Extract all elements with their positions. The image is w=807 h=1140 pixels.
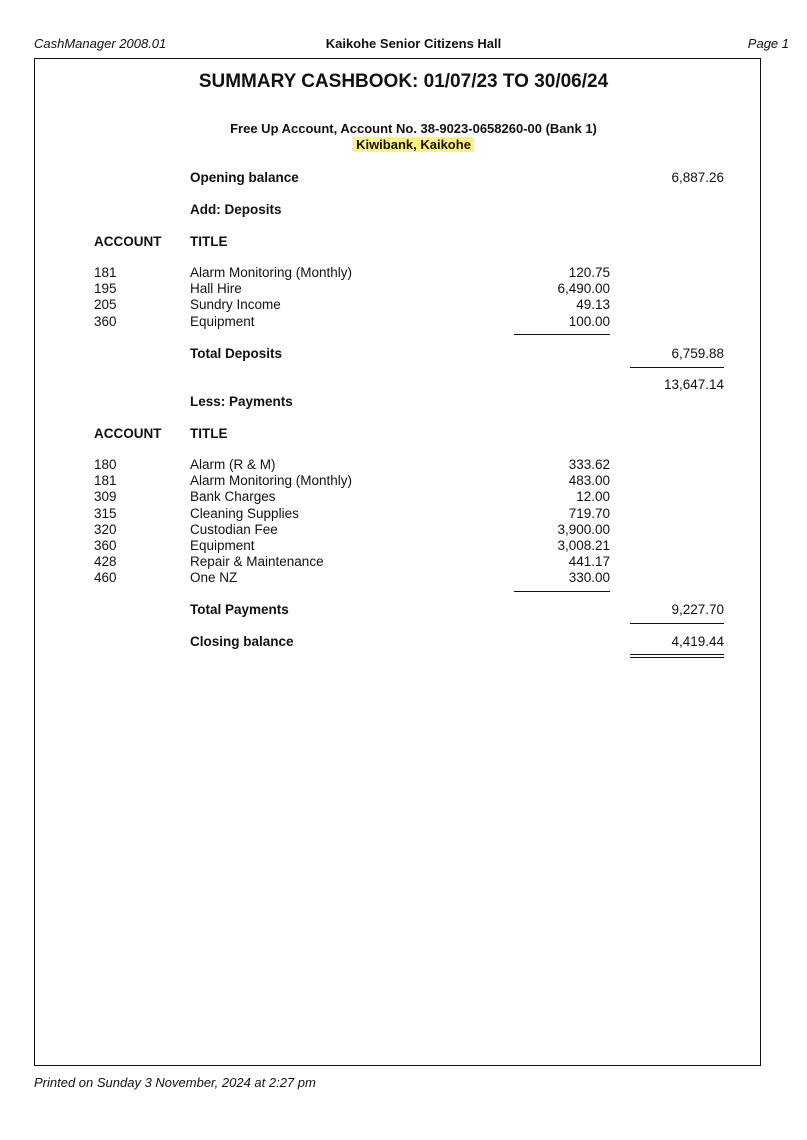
account-title: One NZ	[190, 570, 238, 586]
account-code: 315	[94, 505, 117, 521]
list-item	[94, 570, 610, 586]
payments-col-title: TITLE	[190, 426, 228, 441]
list-item	[94, 457, 610, 473]
total-deposits-value: 6,759.88	[671, 346, 724, 361]
account-title: Bank Charges	[190, 489, 276, 505]
deposits-col-title: TITLE	[190, 234, 228, 249]
amount: 330.00	[568, 570, 610, 586]
account-code: 309	[94, 489, 117, 505]
account-title: Hall Hire	[190, 281, 242, 297]
account-title: Equipment	[190, 313, 255, 329]
account-code: 460	[94, 570, 117, 586]
amount: 100.00	[568, 313, 610, 329]
account-title: Custodian Fee	[190, 521, 278, 537]
amount: 3,900.00	[557, 521, 610, 537]
amount: 483.00	[568, 473, 610, 489]
list-item	[94, 538, 610, 554]
list-item	[94, 554, 610, 570]
total-deposits-label: Total Deposits	[190, 346, 283, 361]
account-code: 195	[94, 281, 117, 297]
account-code: 320	[94, 521, 117, 537]
account-code: 180	[94, 457, 117, 472]
list-item	[94, 489, 610, 505]
account-line: Free Up Account, Account No. 38-9023-0658260-00 (Bank 1)	[230, 121, 597, 136]
account-title: Repair & Maintenance	[190, 554, 324, 570]
list-item	[94, 297, 610, 313]
amount: 3,008.21	[557, 537, 610, 553]
total-payments-label: Total Payments	[190, 602, 289, 617]
amount: 441.17	[568, 554, 610, 570]
account-code: 205	[94, 297, 117, 313]
account-title: Cleaning Supplies	[190, 505, 299, 521]
account-code: 360	[94, 537, 117, 553]
total-deposits-rule	[630, 367, 724, 368]
account-code: 181	[94, 265, 117, 280]
amount: 12.00	[576, 489, 610, 505]
closing-balance-label: Closing balance	[190, 634, 294, 649]
account-title: Equipment	[190, 537, 255, 553]
amount: 719.70	[568, 505, 610, 521]
account-title: Alarm Monitoring (Monthly)	[190, 265, 353, 280]
list-item	[94, 314, 610, 330]
payments-subtotal-rule	[514, 591, 610, 592]
payments-heading: Less: Payments	[190, 394, 293, 409]
bank-line-highlight: Kiwibank, Kaikohe	[353, 137, 474, 152]
organisation-name: Kaikohe Senior Citizens Hall	[325, 36, 502, 51]
deposits-col-account: ACCOUNT	[94, 234, 162, 249]
account-title: Sundry Income	[190, 297, 281, 313]
closing-balance-value: 4,419.44	[671, 634, 724, 649]
list-item	[94, 281, 610, 297]
app-version: CashManager 2008.01	[34, 36, 167, 51]
opening-balance-value: 6,887.26	[671, 170, 724, 185]
payments-col-account: ACCOUNT	[94, 426, 162, 441]
account-code: 428	[94, 554, 117, 570]
list-item	[94, 473, 610, 489]
account-title: Alarm (R & M)	[190, 457, 276, 472]
closing-double-rule	[630, 654, 724, 658]
page-number: Page 1	[747, 36, 789, 51]
account-code: 181	[94, 473, 117, 489]
printed-timestamp: Printed on Sunday 3 November, 2024 at 2:27 pm	[34, 1075, 316, 1090]
report-title: SUMMARY CASHBOOK: 01/07/23 TO 30/06/24	[198, 71, 609, 92]
deposits-subtotal-rule	[514, 334, 610, 335]
amount: 6,490.00	[557, 281, 610, 297]
deposits-list	[94, 265, 610, 330]
bank-line	[10, 137, 807, 152]
list-item	[94, 265, 610, 281]
list-item	[94, 522, 610, 538]
total-payments-rule	[630, 623, 724, 624]
deposits-heading: Add: Deposits	[190, 202, 282, 217]
amount: 333.62	[568, 457, 610, 472]
list-item	[94, 506, 610, 522]
account-title: Alarm Monitoring (Monthly)	[190, 473, 353, 489]
opening-balance-label: Opening balance	[190, 170, 299, 185]
running-subtotal: 13,647.14	[663, 377, 724, 392]
amount: 49.13	[576, 297, 610, 313]
payments-list	[94, 457, 610, 587]
amount: 120.75	[568, 265, 610, 280]
total-payments-value: 9,227.70	[671, 602, 724, 617]
account-code: 360	[94, 313, 117, 329]
